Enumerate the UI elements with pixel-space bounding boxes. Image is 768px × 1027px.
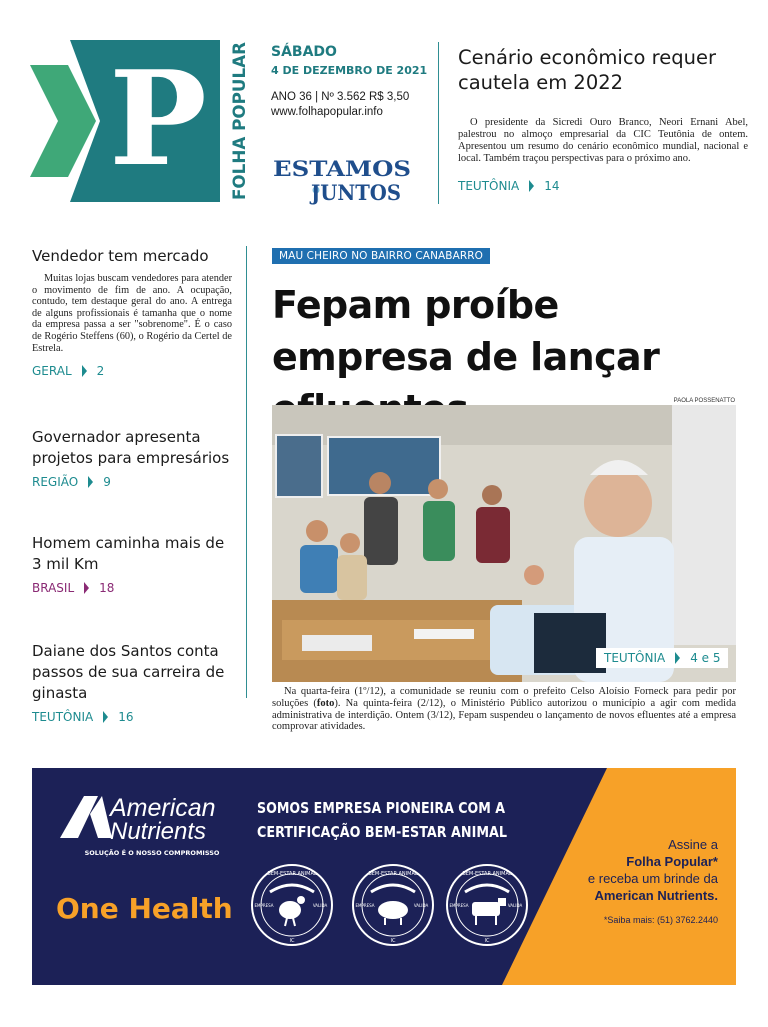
section-label: GERAL <box>32 364 72 379</box>
main-story-kicker: MAU CHEIRO NO BAIRRO CANABARRO <box>272 248 490 264</box>
page-number: 18 <box>99 581 115 595</box>
issue-info <box>271 44 431 118</box>
section-label: TEUTÔNIA <box>458 179 520 193</box>
top-story-title[interactable]: Cenário econômico requer cautela em 2022 <box>458 46 717 94</box>
main-story-photo[interactable] <box>272 405 736 682</box>
seal-text: BEM-ESTAR ANIMAL <box>368 871 418 877</box>
ad-headline-line2: CERTIFICAÇÃO BEM-ESTAR ANIMAL <box>257 823 552 841</box>
sidebar-story-title[interactable]: Daiane dos Santos conta passos de sua carreira de ginasta <box>32 642 225 702</box>
sidebar-story-ref[interactable] <box>32 364 232 378</box>
section-label: TEUTÔNIA <box>32 710 94 724</box>
offer-note: *Saiba mais: (51) 3762.2440 <box>603 915 718 925</box>
website-link[interactable]: www.folhapopular.info <box>271 106 383 118</box>
wall-map-icon <box>276 435 322 497</box>
sidebar-story-body: Muitas lojas buscam vendedores para atender o movimento de fim de ano. A ocupação, contudo, tem destaque geral do ano. A entrega de alguns profissionais é tamanha que o nome da empresa passa a ser "sobrenome". É o caso de Rogério Steffens (60), o Rogério da Certel de Estrela. <box>32 273 232 354</box>
photo-caption <box>272 686 736 733</box>
sidebar-story-3 <box>32 533 232 595</box>
masthead-divider <box>438 42 439 204</box>
seal-side-left: EMPRESA <box>254 903 274 908</box>
issue-date: 4 DE DEZEMBRO DE 2021 <box>271 64 428 77</box>
chicken-icon <box>279 901 301 919</box>
seal-bottom: IC <box>390 938 396 944</box>
photo-credit: PAOLA POSSENATTO <box>673 398 735 404</box>
main-story-headline[interactable]: Fepam proíbe empresa de lançar <box>272 283 660 379</box>
arrow-right-icon <box>84 582 89 594</box>
brand-tagline: SOLUÇÃO É O NOSSO COMPROMISSO <box>84 849 220 857</box>
welfare-seal-cow <box>447 865 527 945</box>
masthead-logo <box>30 40 250 202</box>
seal-bottom: IC <box>289 938 295 944</box>
top-story-body: O presidente da Sicredi Ouro Branco, Neori Ernani Abel, palestrou no almoço empresarial da CIC Teutônia de ontem. Apresentou um resumo do cenário econômico mundial, nacional e local. Também traçou perspectivas para o próximo ano. <box>458 117 748 164</box>
seal-bottom: IC <box>484 938 490 944</box>
top-story-ref[interactable] <box>458 179 748 193</box>
page-number: 9 <box>103 475 111 489</box>
seal-text: BEM-ESTAR ANIMAL <box>462 871 512 877</box>
logo-letter: P <box>109 42 207 195</box>
sidebar-story-title[interactable]: Vendedor tem mercado <box>32 247 209 265</box>
page-number: 14 <box>544 179 560 193</box>
brand-name-line1: American <box>110 794 216 822</box>
sidebar-story-ref[interactable] <box>32 581 232 595</box>
product-name: One Health <box>56 892 233 925</box>
issue-edition: ANO 36 | Nº 3.562 R$ 3,50 <box>271 91 410 103</box>
ad-headline-line1: SOMOS EMPRESA PIONEIRA COM A <box>257 799 506 817</box>
arrow-right-icon <box>529 180 534 192</box>
arrow-right-icon <box>82 365 87 377</box>
section-label: BRASIL <box>32 581 75 595</box>
slogan-line1: ESTAMOS <box>273 156 411 181</box>
seal-side-right: VALIDA <box>312 903 328 908</box>
section-label: TEUTÔNIA <box>604 651 666 665</box>
logo-brand-name: FOLHA POPULAR <box>230 40 250 200</box>
offer-line3: e receba um brinde da <box>587 871 718 886</box>
caption-text: Na quarta-feira (1º/12), a comunidade se reuniu com o prefeito Celso Aloísio Forneck para pedir por soluções ( <box>272 686 736 709</box>
sidebar-divider <box>246 246 247 698</box>
seal-side-right: VALIDA <box>507 903 523 908</box>
sidebar-story-title[interactable]: Homem caminha mais de 3 mil Km <box>32 534 225 573</box>
brand-name-line2: Nutrients <box>110 818 207 845</box>
top-story <box>458 45 748 193</box>
slogan-logo <box>270 156 415 206</box>
seal-text: BEM-ESTAR ANIMAL <box>267 871 317 877</box>
sidebar-story-4 <box>32 641 232 724</box>
seal-side-right: VALIDA <box>413 903 429 908</box>
sidebar-story-ref[interactable] <box>32 475 232 489</box>
offer-line4: American Nutrients. <box>594 888 718 903</box>
page-number: 4 e 5 <box>690 651 721 665</box>
photo-ref[interactable] <box>596 648 728 668</box>
seal-side-left: EMPRESA <box>449 903 469 908</box>
offer-line1: Assine a <box>668 837 718 852</box>
arrow-right-icon <box>675 652 680 664</box>
seal-side-left: EMPRESA <box>355 903 375 908</box>
welfare-seal-chicken <box>252 865 332 945</box>
caption-bold: foto <box>316 697 335 709</box>
issue-day: SÁBADO <box>271 44 337 60</box>
advertisement-banner[interactable] <box>32 768 736 985</box>
arrow-right-icon <box>88 476 93 488</box>
section-label: REGIÃO <box>32 475 79 489</box>
sidebar-story-title[interactable]: Governador apresenta projetos para empresários <box>32 428 230 467</box>
sidebar-story-ref[interactable] <box>32 710 232 724</box>
arrow-right-icon <box>103 711 108 723</box>
slogan-line2: JUNTOS <box>309 180 401 205</box>
sidebar-story-2 <box>32 427 232 489</box>
welfare-seal-pig <box>353 865 433 945</box>
cow-icon <box>472 902 500 916</box>
caption-text: ). Na quinta-feira (2/12), o Ministério Público autorizou o município a agir com medida administrativa de interdição. Ontem (3/12), Fepam suspendeu o lançamento de novos efluentes até a empresa comprovar atividades. <box>272 697 736 733</box>
pig-icon <box>378 901 408 919</box>
offer-line2: Folha Popular* <box>626 854 718 869</box>
page-number: 2 <box>96 364 105 379</box>
sidebar-story-1 <box>32 246 232 378</box>
page-number: 16 <box>118 710 134 724</box>
